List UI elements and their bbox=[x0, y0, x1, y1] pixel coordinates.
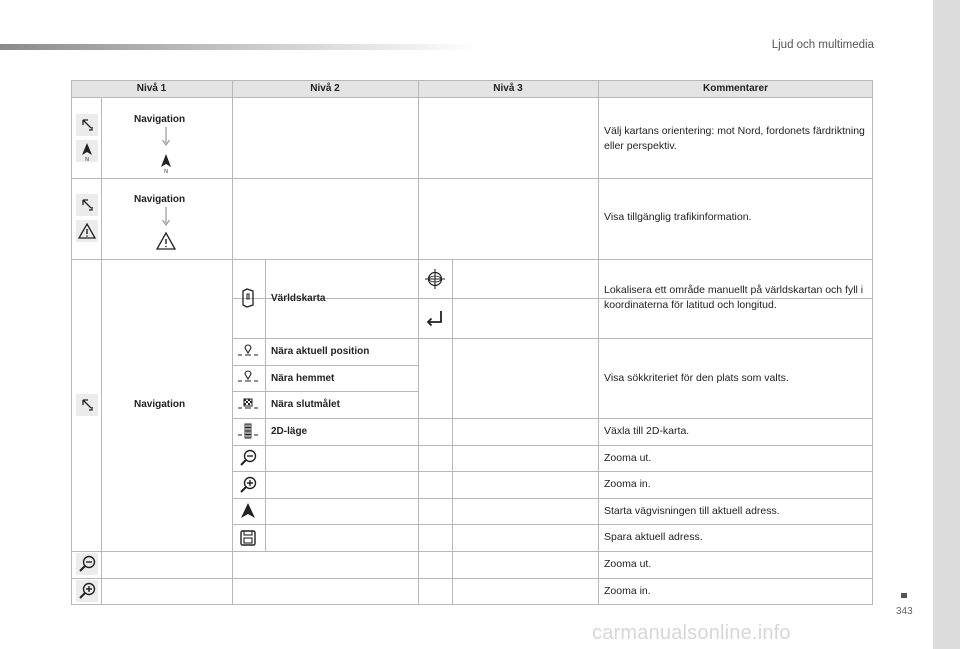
column-header-comments: Kommentarer bbox=[702, 83, 769, 94]
zoom-in-icon bbox=[76, 580, 98, 602]
crosshair-icon bbox=[424, 268, 446, 290]
save-address-comment: Spara aktuell adress. bbox=[604, 531, 703, 543]
traffic-comment: Visa tillgänglig trafikinformation. bbox=[604, 211, 752, 223]
zoom-out-icon bbox=[76, 553, 98, 575]
zoom-out-level1-comment: Zooma ut. bbox=[604, 558, 652, 570]
navigation-label: Navigation bbox=[134, 399, 186, 410]
orientation-comment: Välj kartans orientering: mot Nord, fordonets färdriktning eller perspektiv. bbox=[604, 125, 865, 152]
arrow-down-icon bbox=[155, 127, 177, 147]
start-guidance-comment: Starta vägvisningen till aktuell adress. bbox=[604, 505, 780, 517]
home-pin-icon bbox=[237, 367, 259, 389]
navigation-map-icon bbox=[76, 114, 98, 136]
position-pin-icon bbox=[237, 341, 259, 363]
navigation-label: Navigation bbox=[134, 114, 186, 125]
zoom-in-icon bbox=[237, 474, 259, 496]
zoom-in-level1-comment: Zooma in. bbox=[604, 585, 651, 597]
zoom-out-comment: Zooma ut. bbox=[604, 452, 652, 464]
mode-2d-comment: Växla till 2D-karta. bbox=[604, 425, 690, 437]
return-arrow-icon bbox=[424, 307, 446, 329]
navigation-label: Navigation bbox=[134, 194, 186, 205]
warning-triangle-icon bbox=[155, 230, 177, 252]
column-header-level-3: Nivå 3 bbox=[493, 83, 523, 94]
mode-2d-label: 2D-läge bbox=[271, 426, 308, 437]
north-arrow-icon bbox=[155, 152, 177, 174]
near-position-label: Nära aktuell position bbox=[271, 346, 370, 357]
worldmap-label: Världskarta bbox=[271, 293, 326, 304]
warning-triangle-icon bbox=[76, 220, 98, 242]
zoom-in-comment: Zooma in. bbox=[604, 478, 651, 490]
guidance-arrow-icon bbox=[237, 500, 259, 522]
page-header-title: Ljud och multimedia bbox=[771, 39, 874, 51]
column-header-level-1: Nivå 1 bbox=[136, 83, 167, 94]
arrow-down-icon bbox=[155, 207, 177, 227]
near-comment: Visa sökkriteriet för den plats som valts. bbox=[604, 372, 789, 384]
near-destination-label: Nära slutmålet bbox=[271, 399, 340, 410]
page-number: 343 bbox=[896, 606, 913, 617]
zoom-out-icon bbox=[237, 447, 259, 469]
navigation-map-icon bbox=[76, 394, 98, 416]
svg-text:N: N bbox=[85, 157, 89, 162]
near-home-label: Nära hemmet bbox=[271, 373, 335, 384]
save-icon bbox=[237, 527, 259, 549]
world-map-icon bbox=[237, 287, 259, 309]
destination-flag-icon bbox=[237, 394, 259, 416]
svg-text:N: N bbox=[164, 169, 168, 174]
navigation-map-icon bbox=[76, 194, 98, 216]
worldmap-comment: Lokalisera ett område manuellt på världskartan och fyll i koordinaterna för latitud och longitud. bbox=[604, 284, 864, 311]
north-arrow-icon bbox=[76, 140, 98, 162]
column-header-level-2: Nivå 2 bbox=[310, 83, 340, 94]
grid-2d-icon bbox=[237, 421, 259, 443]
watermark: carmanualsonline.info bbox=[592, 622, 791, 644]
